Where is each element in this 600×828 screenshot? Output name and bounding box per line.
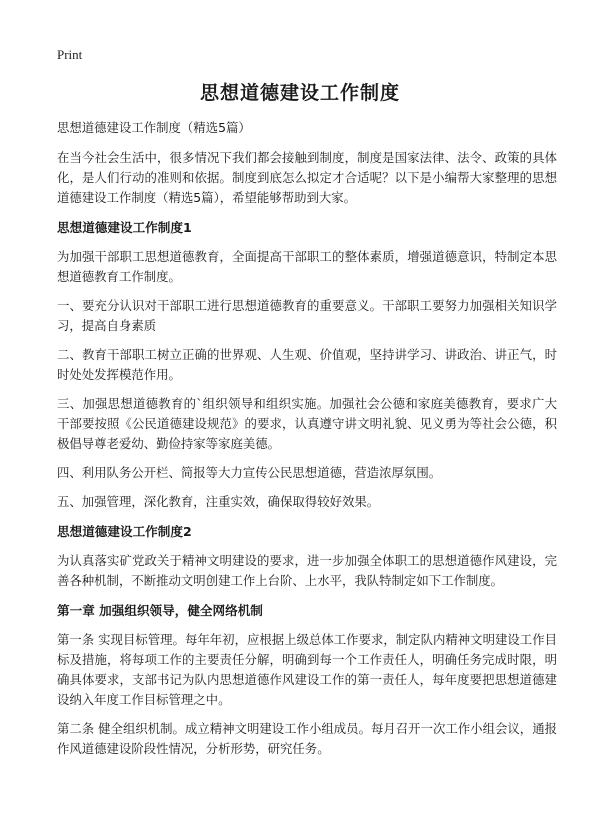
paragraph: 第二条 健全组织机制。成立精神文明建设工作小组成员。每月召开一次工作小组会议，通报作风道德建设阶段性情况，分析形势，研究任务。 bbox=[57, 721, 557, 756]
intro-paragraph: 在当今社会生活中，很多情况下我们都会接触到制度，制度是国家法律、法令、政策的具体化，是人们行动的准则和依据。制度到底怎么拟定才合适呢？以下是小编帮大家整理的思想道德建设工作制度（精选5篇），希望能够帮助到大家。 bbox=[57, 150, 557, 205]
chapter-heading: 第一章 加强组织领导，健全网络机制 bbox=[57, 603, 263, 618]
paragraph: 三、加强思想道德教育的`组织领导和组织实施。加强社会公德和家庭美德教育，要求广大干部要按照《公民道德建设规范》的要求，认真遵守讲文明礼貌、见义勇为等社会公德，积极倡导尊老爱幼、勤俭持家等家庭美德。 bbox=[57, 396, 557, 451]
paragraph: 四、利用队务公开栏、简报等大力宣传公民思想道德，营造浓厚氛围。 bbox=[57, 465, 442, 480]
paragraph: 为加强干部职工思想道德教育，全面提高干部职工的整体素质，增强道德意识，特制定本思想道德教育工作制度。 bbox=[57, 249, 557, 284]
paragraph: 五、加强管理，深化教育，注重实效，确保取得较好效果。 bbox=[57, 494, 380, 509]
paragraph: 为认真落实矿党政关于精神文明建设的要求，进一步加强全体职工的思想道德作风建设，完善各种机制，不断推动文明创建工作上台阶、上水平，我队特制定如下工作制度。 bbox=[57, 553, 557, 588]
section-heading: 思想道德建设工作制度2 bbox=[57, 524, 192, 539]
document-body bbox=[57, 118, 557, 768]
document-subtitle: 思想道德建设工作制度（精选5篇） bbox=[57, 120, 251, 135]
paragraph: 一、要充分认识对干部职工进行思想道德教育的重要意义。干部职工要努力加强相关知识学习，提高自身素质 bbox=[57, 298, 557, 333]
paragraph: 第一条 实现目标管理。每年年初，应根据上级总体工作要求，制定队内精神文明建设工作目标及措施，将每项工作的主要责任分解，明确到每一个工作责任人，明确任务完成时限，明确具体要求，支部书记为队内思想道德作风建设工作的第一责任人，每年度要把思想道德建设纳入年度工作目标管理之中。 bbox=[57, 632, 557, 707]
section-heading: 思想道德建设工作制度1 bbox=[57, 220, 192, 235]
page-title: 思想道德建设工作制度 bbox=[199, 82, 400, 104]
paragraph: 二、教育干部职工树立正确的世界观、人生观、价值观，坚持讲学习、讲政治、讲正气，时时处处发挥模范作用。 bbox=[57, 347, 557, 382]
print-label: Print bbox=[57, 47, 83, 62]
